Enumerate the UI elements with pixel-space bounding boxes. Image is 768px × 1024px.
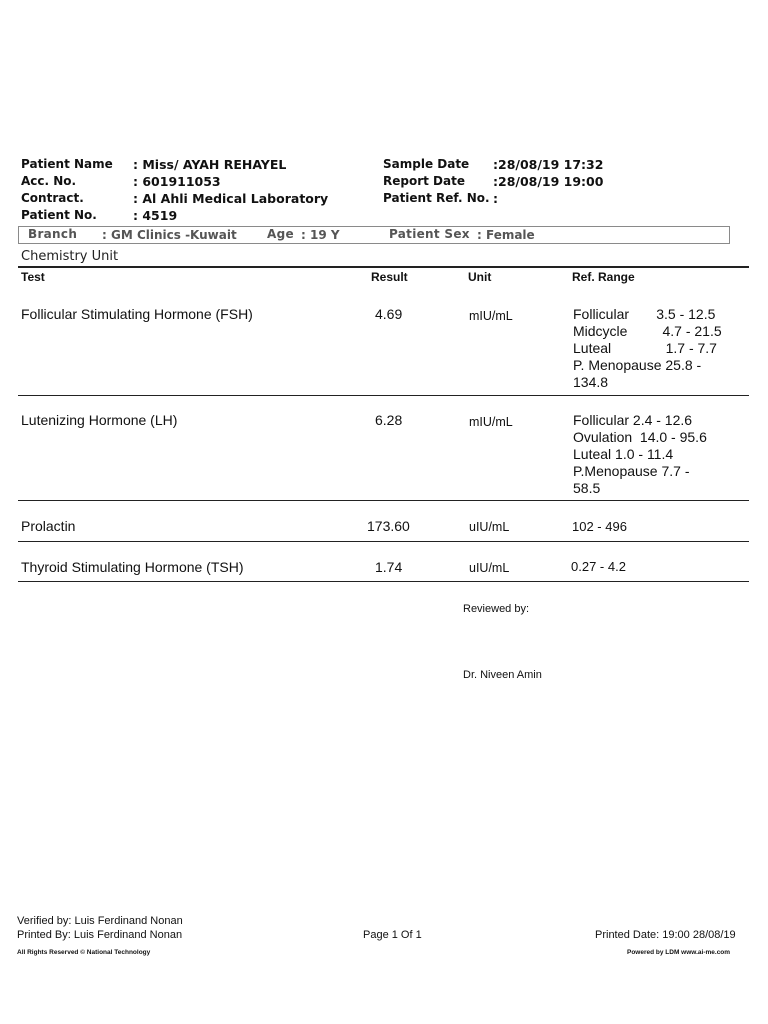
branch-label: Branch [28,227,78,241]
acc-no-value: : 601911053 [133,174,221,189]
ref-range-line: 134.8 [573,374,609,390]
header-rule [18,266,749,268]
sex-label: Patient Sex [389,227,470,241]
age-value: : 19 Y [301,228,340,242]
col-ref-range: Ref. Range [572,270,635,284]
col-result: Result [371,270,408,284]
ref-range-line: P.Menopause 7.7 - [573,463,690,479]
patient-ref-value: : [493,191,498,206]
test-unit: uIU/mL [469,520,510,534]
test-name: Follicular Stimulating Hormone (FSH) [21,306,253,322]
ref-range-line: Follicular 2.4 - 12.6 [573,412,693,428]
age-label: Age [267,227,294,241]
sample-date-value: :28/08/19 17:32 [493,157,604,172]
ref-range-line: P. Menopause 25.8 - [573,357,702,373]
col-test: Test [21,270,45,284]
ref-range-line: Midcycle 4.7 - 21.5 [573,323,722,339]
branch-value: : GM Clinics -Kuwait [102,228,237,242]
ref-range-line: 58.5 [573,480,601,496]
page-number: Page 1 Of 1 [363,929,422,941]
test-name: Thyroid Stimulating Hormone (TSH) [21,559,244,575]
sample-date-label: Sample Date [383,157,470,171]
test-result: 1.74 [375,559,403,575]
patient-name-label: Patient Name [21,157,113,171]
reviewer-name: Dr. Niveen Amin [463,669,542,681]
ref-range-line: 0.27 - 4.2 [571,559,626,574]
contract-value: : Al Ahli Medical Laboratory [133,191,329,206]
report-date-label: Report Date [383,174,465,188]
test-result: 173.60 [367,518,410,534]
test-name: Lutenizing Hormone (LH) [21,412,178,428]
ref-range-line: Luteal 1.0 - 11.4 [573,446,674,462]
row-divider [18,500,749,501]
patient-no-label: Patient No. [21,208,97,222]
verified-by: Verified by: Luis Ferdinand Nonan [17,915,183,927]
report-date-value: :28/08/19 19:00 [493,174,604,189]
acc-no-label: Acc. No. [21,174,77,188]
test-result: 6.28 [375,412,403,428]
printed-by: Printed By: Luis Ferdinand Nonan [17,929,183,941]
ref-range-line: Luteal 1.7 - 7.7 [573,340,717,356]
reviewed-by-label: Reviewed by: [463,603,530,615]
printed-date: Printed Date: 19:00 28/08/19 [595,929,736,941]
powered-by: Powered by LDM www.ai-me.com [627,949,731,956]
patient-ref-label: Patient Ref. No. [383,191,490,205]
patient-no-value: : 4519 [133,208,178,223]
col-unit: Unit [468,270,492,284]
unit-title: Chemistry Unit [21,249,119,264]
rights-notice: All Rights Reserved © National Technology [17,949,151,956]
row-divider [18,581,749,582]
ref-range-line: Follicular 3.5 - 12.5 [573,306,716,322]
contract-label: Contract. [21,191,84,205]
row-divider [18,541,749,542]
test-unit: mIU/mL [469,309,513,323]
row-divider [18,395,749,396]
patient-name-value: : Miss/ AYAH REHAYEL [133,157,287,172]
test-result: 4.69 [375,306,403,322]
test-unit: uIU/mL [469,561,510,575]
sex-value: : Female [477,228,535,242]
ref-range-line: Ovulation 14.0 - 95.6 [573,429,707,445]
ref-range-line: 102 - 496 [572,519,627,534]
test-unit: mIU/mL [469,415,513,429]
test-name: Prolactin [21,518,76,534]
